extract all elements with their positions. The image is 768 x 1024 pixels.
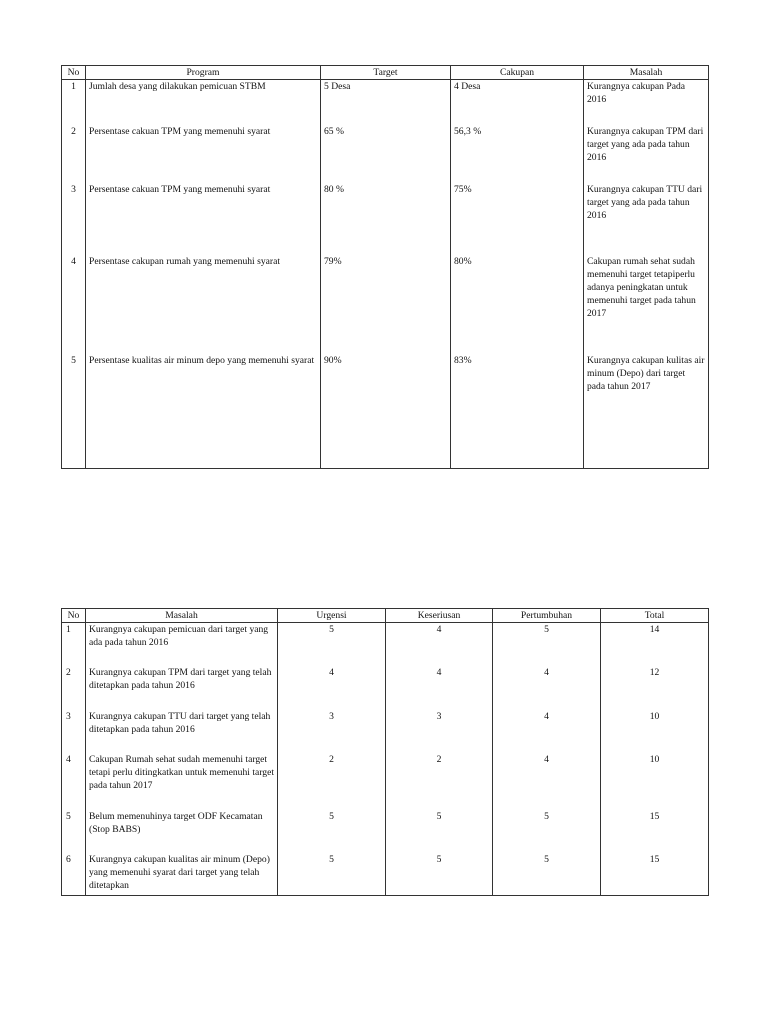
row-no: 4 — [62, 255, 86, 354]
table-row — [62, 710, 709, 753]
header-masalah: Masalah — [584, 66, 709, 80]
table-row — [62, 666, 709, 710]
header-pertumbuhan: Pertumbuhan — [493, 609, 601, 623]
row-program: Persentase kualitas air minum depo yang memenuhi syarat — [86, 354, 321, 469]
row-masalah: Kurangnya cakupan kualitas air minum (Depo) yang memenuhi syarat dari target yang telah ditetapkan — [86, 853, 278, 896]
table-row — [62, 853, 709, 896]
row-keseriusan: 5 — [386, 810, 493, 853]
row-urgensi: 3 — [278, 710, 386, 753]
row-cakupan: 56,3 % — [451, 125, 584, 183]
row-total: 10 — [601, 753, 709, 810]
row-pertumbuhan: 5 — [493, 810, 601, 853]
row-masalah: Kurangnya cakupan TPM dari target yang telah ditetapkan pada tahun 2016 — [86, 666, 278, 710]
row-masalah: Kurangnya cakupan Pada 2016 — [584, 80, 709, 125]
table-row — [62, 125, 709, 183]
table-row — [62, 623, 709, 666]
priority-table — [61, 608, 709, 896]
row-program: Persentase cakuan TPM yang memenuhi syarat — [86, 183, 321, 255]
row-pertumbuhan: 5 — [493, 623, 601, 666]
row-masalah: Kurangnya cakupan TTU dari target yang ada pada tahun 2016 — [584, 183, 709, 255]
row-masalah: Kurangnya cakupan kulitas air minum (Depo) dari target pada tahun 2017 — [584, 354, 709, 469]
priority-table-header-row — [62, 609, 709, 623]
row-total: 10 — [601, 710, 709, 753]
header-cakupan: Cakupan — [451, 66, 584, 80]
row-urgensi: 5 — [278, 853, 386, 896]
row-no: 3 — [62, 710, 86, 753]
row-pertumbuhan: 4 — [493, 710, 601, 753]
row-keseriusan: 2 — [386, 753, 493, 810]
row-no: 5 — [62, 354, 86, 469]
row-cakupan: 4 Desa — [451, 80, 584, 125]
table-row — [62, 183, 709, 255]
header-target: Target — [321, 66, 451, 80]
header-masalah: Masalah — [86, 609, 278, 623]
row-target: 90% — [321, 354, 451, 469]
header-keseriusan: Keseriusan — [386, 609, 493, 623]
row-keseriusan: 4 — [386, 623, 493, 666]
row-urgensi: 2 — [278, 753, 386, 810]
row-total: 15 — [601, 853, 709, 896]
row-pertumbuhan: 4 — [493, 753, 601, 810]
row-target: 79% — [321, 255, 451, 354]
header-no: No — [62, 609, 86, 623]
row-masalah: Belum memenuhinya target ODF Kecamatan (Stop BABS) — [86, 810, 278, 853]
row-pertumbuhan: 5 — [493, 853, 601, 896]
table-row — [62, 810, 709, 853]
row-no: 1 — [62, 623, 86, 666]
program-table — [61, 65, 709, 469]
row-masalah: Kurangnya cakupan TTU dari target yang telah ditetapkan pada tahun 2016 — [86, 710, 278, 753]
row-no: 5 — [62, 810, 86, 853]
row-cakupan: 83% — [451, 354, 584, 469]
row-program: Jumlah desa yang dilakukan pemicuan STBM — [86, 80, 321, 125]
row-no: 2 — [62, 125, 86, 183]
row-urgensi: 5 — [278, 810, 386, 853]
row-total: 15 — [601, 810, 709, 853]
table-row — [62, 354, 709, 469]
table-row — [62, 753, 709, 810]
row-masalah: Kurangnya cakupan TPM dari target yang ada pada tahun 2016 — [584, 125, 709, 183]
row-target: 5 Desa — [321, 80, 451, 125]
row-masalah: Cakupan rumah sehat sudah memenuhi target tetapiperlu adanya peningkatan untuk memenuhi target pada tahun 2017 — [584, 255, 709, 354]
row-masalah: Kurangnya cakupan pemicuan dari target yang ada pada tahun 2016 — [86, 623, 278, 666]
row-masalah: Cakupan Rumah sehat sudah memenuhi target tetapi perlu ditingkatkan untuk memenuhi target pada tahun 2017 — [86, 753, 278, 810]
row-total: 14 — [601, 623, 709, 666]
row-total: 12 — [601, 666, 709, 710]
row-program: Persentase cakupan rumah yang memenuhi syarat — [86, 255, 321, 354]
table-row — [62, 255, 709, 354]
header-program: Program — [86, 66, 321, 80]
row-no: 3 — [62, 183, 86, 255]
row-no: 2 — [62, 666, 86, 710]
row-target: 65 % — [321, 125, 451, 183]
row-keseriusan: 5 — [386, 853, 493, 896]
row-no: 1 — [62, 80, 86, 125]
row-keseriusan: 4 — [386, 666, 493, 710]
row-urgensi: 4 — [278, 666, 386, 710]
header-urgensi: Urgensi — [278, 609, 386, 623]
row-keseriusan: 3 — [386, 710, 493, 753]
header-total: Total — [601, 609, 709, 623]
row-cakupan: 75% — [451, 183, 584, 255]
program-table-header-row — [62, 66, 709, 80]
table-row — [62, 80, 709, 125]
row-cakupan: 80% — [451, 255, 584, 354]
row-pertumbuhan: 4 — [493, 666, 601, 710]
row-target: 80 % — [321, 183, 451, 255]
row-urgensi: 5 — [278, 623, 386, 666]
header-no: No — [62, 66, 86, 80]
row-program: Persentase cakuan TPM yang memenuhi syarat — [86, 125, 321, 183]
row-no: 4 — [62, 753, 86, 810]
row-no: 6 — [62, 853, 86, 896]
